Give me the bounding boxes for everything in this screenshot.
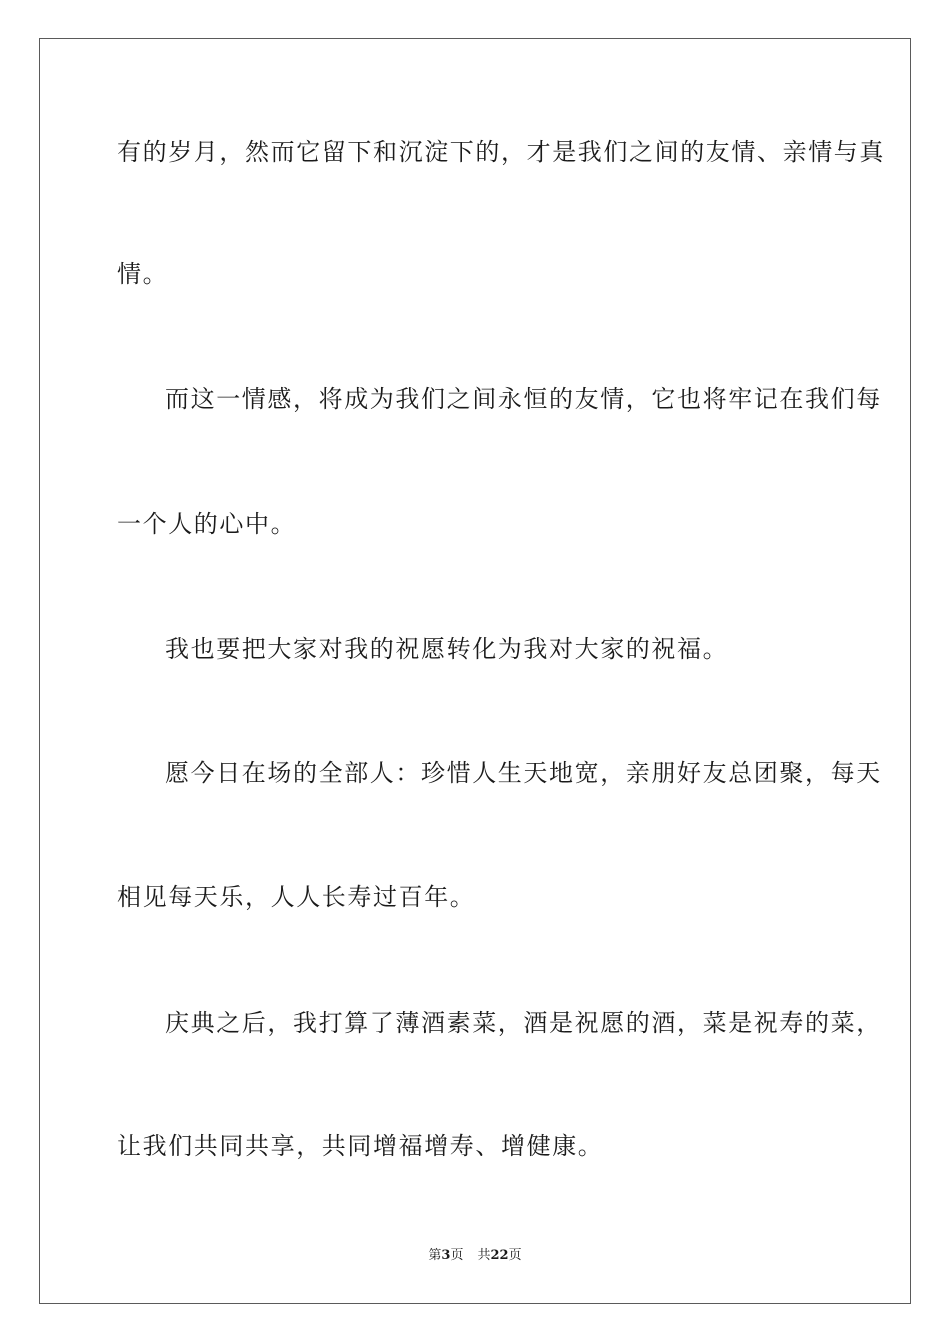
text-line: 情。 <box>117 260 169 288</box>
page-suffix: 页 <box>450 1248 464 1263</box>
text-line: 愿今日在场的全部人：珍惜人生天地宽，亲朋好友总团聚，每天 <box>165 759 882 787</box>
page-frame <box>39 38 911 1304</box>
text-line: 有的岁月，然而它留下和沉淀下的，才是我们之间的友情、亲情与真 <box>117 138 885 166</box>
text-line: 一个人的心中。 <box>117 510 297 538</box>
page-prefix: 第 <box>428 1248 442 1263</box>
text-line: 相见每天乐，人人长寿过百年。 <box>117 883 476 911</box>
page-number: 3 <box>441 1248 451 1263</box>
text-line: 我也要把大家对我的祝愿转化为我对大家的祝福。 <box>165 635 729 663</box>
total-suffix: 页 <box>508 1248 522 1263</box>
text-line: 而这一情感，将成为我们之间永恒的友情，它也将牢记在我们每 <box>165 385 882 413</box>
total-pages: 22 <box>490 1248 509 1263</box>
text-line: 庆典之后，我打算了薄酒素菜，酒是祝愿的酒，菜是祝寿的菜， <box>165 1009 882 1037</box>
total-prefix: 共 <box>477 1248 491 1263</box>
page-footer <box>0 1247 950 1265</box>
text-line: 让我们共同共享，共同增福增寿、增健康。 <box>117 1132 604 1160</box>
